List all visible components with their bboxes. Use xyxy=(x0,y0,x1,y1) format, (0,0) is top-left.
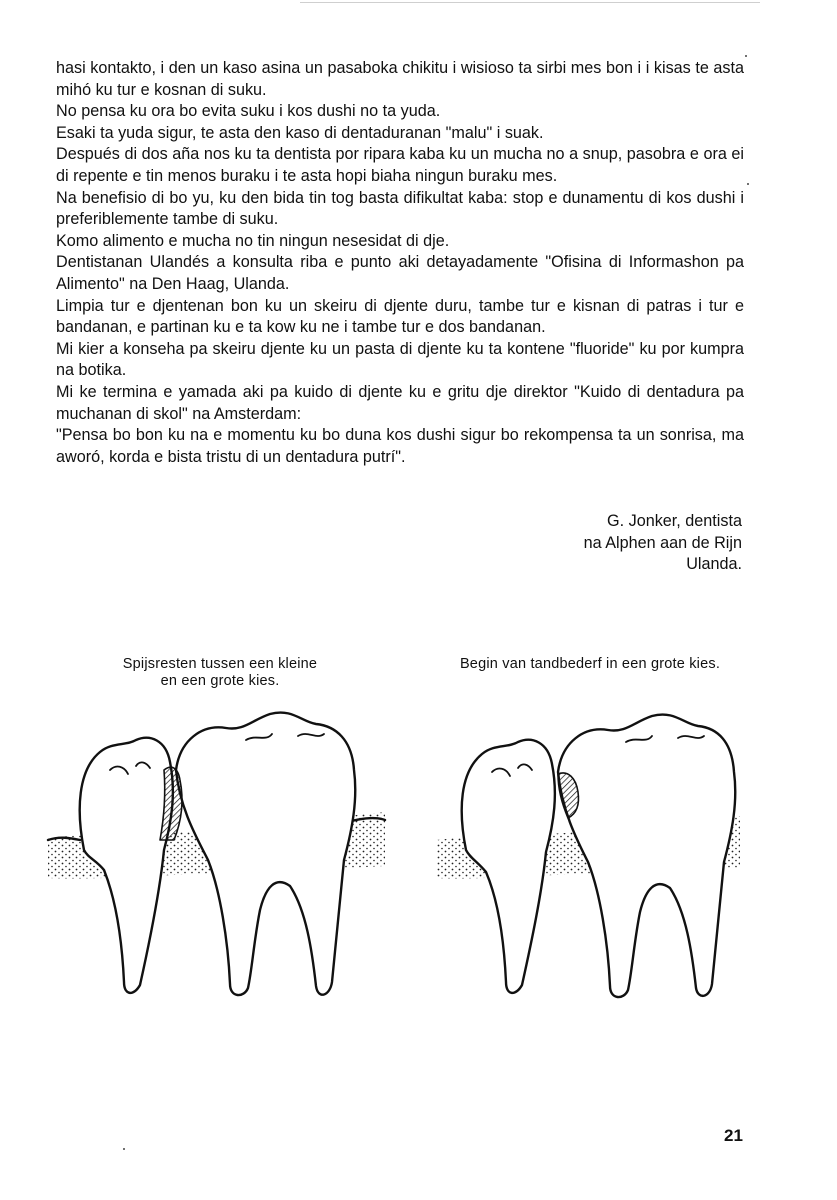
top-edge-rule xyxy=(300,2,760,3)
scan-speck xyxy=(745,55,747,57)
page-number: 21 xyxy=(724,1126,743,1145)
paragraph-9: Mi kier a konseha pa skeiru djente ku un pasta di djente ku ta kontene "fluoride" ku por kumpra na botika. xyxy=(56,339,744,380)
teeth-illustration-food-remains xyxy=(40,700,400,1010)
caption-right xyxy=(410,656,770,673)
scan-speck xyxy=(123,1148,125,1150)
paragraph-4: Después di dos aña nos ku ta dentista por ripara kaba ku un mucha no a snup, pasobra e ora ei di repente e tin menos buraku i te asta hopi biaha ningun buraku mes. xyxy=(56,145,744,185)
paragraph-8: Limpia tur e djentenan bon ku un skeiru di djente duru, tambe tur e kisnan di patras i tur e bandanan, e partinan ku e ta kow ku ne i tambe tur e dos bandanan. xyxy=(56,296,744,337)
paragraph-11: "Pensa bo bon ku na e momentu ku bo duna kos dushi sigur bo rekompensa ta un sonrisa, ma aworó, korda e bista tristu di un dentadura putrí". xyxy=(56,426,744,466)
paragraph-3: Esaki ta yuda sigur, te asta den kaso di dentaduranan "malu" i suak. xyxy=(56,123,544,142)
paragraph-5: Na benefisio di bo yu, ku den bida tin tog basta difikultat kaba: stop e dunamentu di kos dushi i preferiblemente tambe di suku. xyxy=(56,188,744,229)
scan-speck xyxy=(747,183,749,185)
paragraph-6: Komo alimento e mucha no tin ningun nesesidat di dje. xyxy=(56,231,450,250)
signature-line-1: G. Jonker, dentista xyxy=(607,512,742,530)
large-tooth xyxy=(558,715,735,998)
body-text xyxy=(56,58,744,468)
paragraph-7: Dentistanan Ulandés a konsulta riba e punto aki detayadamente "Ofisina di Informashon pa Alimento" na Den Haag, Ulanda. xyxy=(56,253,744,293)
signature-line-3: Ulanda. xyxy=(686,555,742,574)
caption-left-line-1: Spijsresten tussen een kleine xyxy=(122,656,318,672)
signature-block xyxy=(584,511,742,576)
caption-left-line-2: en een grote kies. xyxy=(160,673,280,689)
caption-right-line-1: Begin van tandbederf in een grote kies. xyxy=(459,656,721,672)
signature-line-2: na Alphen aan de Rijn xyxy=(583,533,742,552)
paragraph-1: hasi kontakto, i den un kaso asina un pasaboka chikitu i wisioso ta sirbi mes bon i i kisas te asta mihó ku tur e kosnan di suku. xyxy=(56,59,744,99)
caption-left xyxy=(70,656,370,690)
paragraph-2: No pensa ku ora bo evita suku i kos dushi no ta yuda. xyxy=(56,102,441,121)
paragraph-10: Mi ke termina e yamada aki pa kuido di djente ku e gritu dje direktor "Kuido di dentadura pa muchanan di skol" na Amsterdam: xyxy=(56,382,744,423)
teeth-illustration-decay xyxy=(430,700,760,1010)
